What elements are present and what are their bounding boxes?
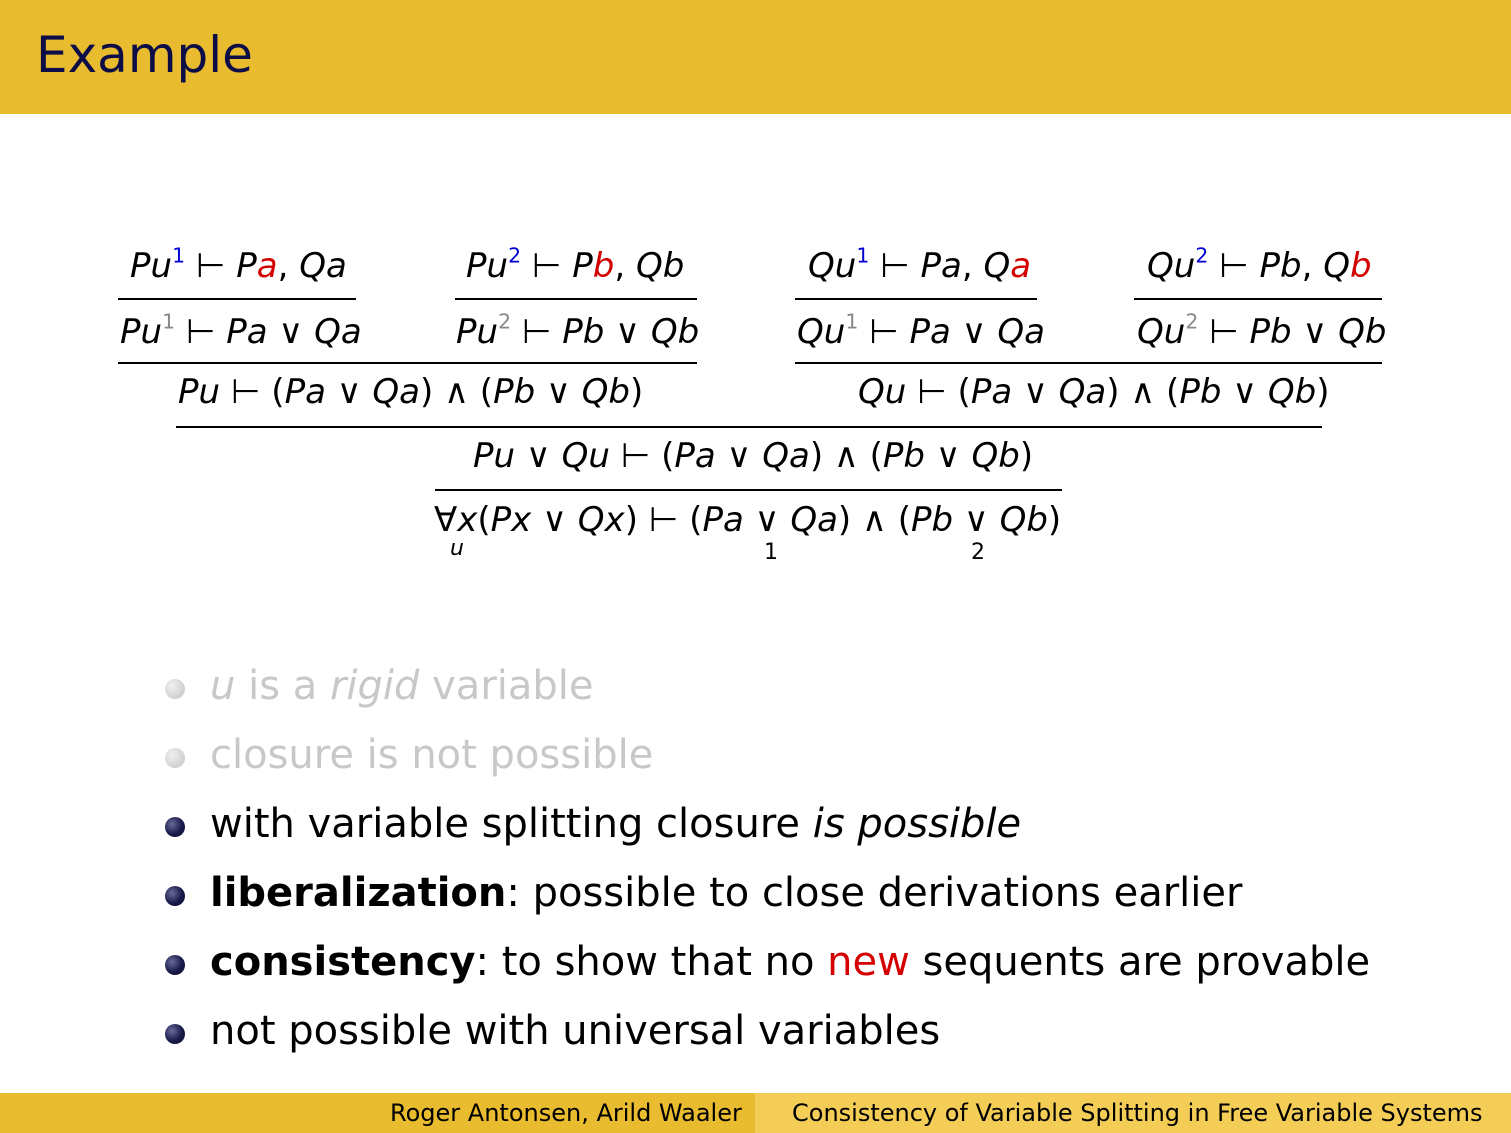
sequent-2-2: Pu$^2$ ⊢ Pb ∨ Qb [456,309,700,352]
root-subscript-u: u [450,536,464,561]
bullet-term: consistency [210,939,476,985]
inference-line [176,426,1322,428]
bullet-text [210,870,1243,916]
bullet-icon [165,1024,185,1044]
slide-header [0,0,1511,114]
bullet-text: u is a rigid variable [210,663,594,709]
leaf-sequent-3: Qu$^1$ ⊢ Pa, Qa [808,243,1032,286]
root-sequent: ∀x(Px ∨ Qx) ⊢ (Pa ∨ Qa) ∧ (Pb ∨ Qb) [434,500,1062,540]
bullet-text: closure is not possible [210,732,654,778]
inference-line [118,362,697,364]
slide-title: Example [36,26,253,84]
inference-line [455,298,697,300]
bullet-desc: : possible to close derivations earlier [506,870,1243,916]
leaf-sequent-2: Pu$^2$ ⊢ Pb, Qb [466,243,685,286]
sequent-3-1: Pu ⊢ (Pa ∨ Qa) ∧ (Pb ∨ Qb) [178,372,644,412]
bullet-icon [165,748,185,768]
sequent-2-4: Qu$^2$ ⊢ Pb ∨ Qb [1137,309,1387,352]
bullet-text: consistency: to show that no new sequents are provable [210,939,1371,985]
sequent-3-2: Qu ⊢ (Pa ∨ Qa) ∧ (Pb ∨ Qb) [858,372,1330,412]
sequent-2-1: Pu$^1$ ⊢ Pa ∨ Qa [120,309,362,352]
inference-line [118,298,356,300]
inference-line [795,362,1382,364]
sequent-2-3: Qu$^1$ ⊢ Pa ∨ Qa [797,309,1045,352]
bullet-term: liberalization [210,870,507,916]
root-subscript-2: 2 [971,540,985,565]
footer-authors: Roger Antonsen, Arild Waaler [390,1099,742,1127]
sequent-4: Pu ∨ Qu ⊢ (Pa ∨ Qa) ∧ (Pb ∨ Qb) [473,436,1034,476]
bullet-icon [165,817,185,837]
inference-line [1134,298,1382,300]
footer-talk-title: Consistency of Variable Splitting in Free Variable Systems [792,1099,1483,1127]
leaf-sequent-1: Pu$^1$ ⊢ Pa, Qa [130,243,347,286]
bullet-text: with variable splitting closure is possible [210,801,1022,847]
bullet-icon [165,955,185,975]
bullet-text: not possible with universal variables [210,1008,941,1054]
leaf-sequent-4: Qu$^2$ ⊢ Pb, Qb [1147,243,1372,286]
inference-line [795,298,1037,300]
inference-line [435,489,1062,491]
bullet-icon [165,886,185,906]
root-subscript-1: 1 [764,540,778,565]
bullet-icon [165,679,185,699]
